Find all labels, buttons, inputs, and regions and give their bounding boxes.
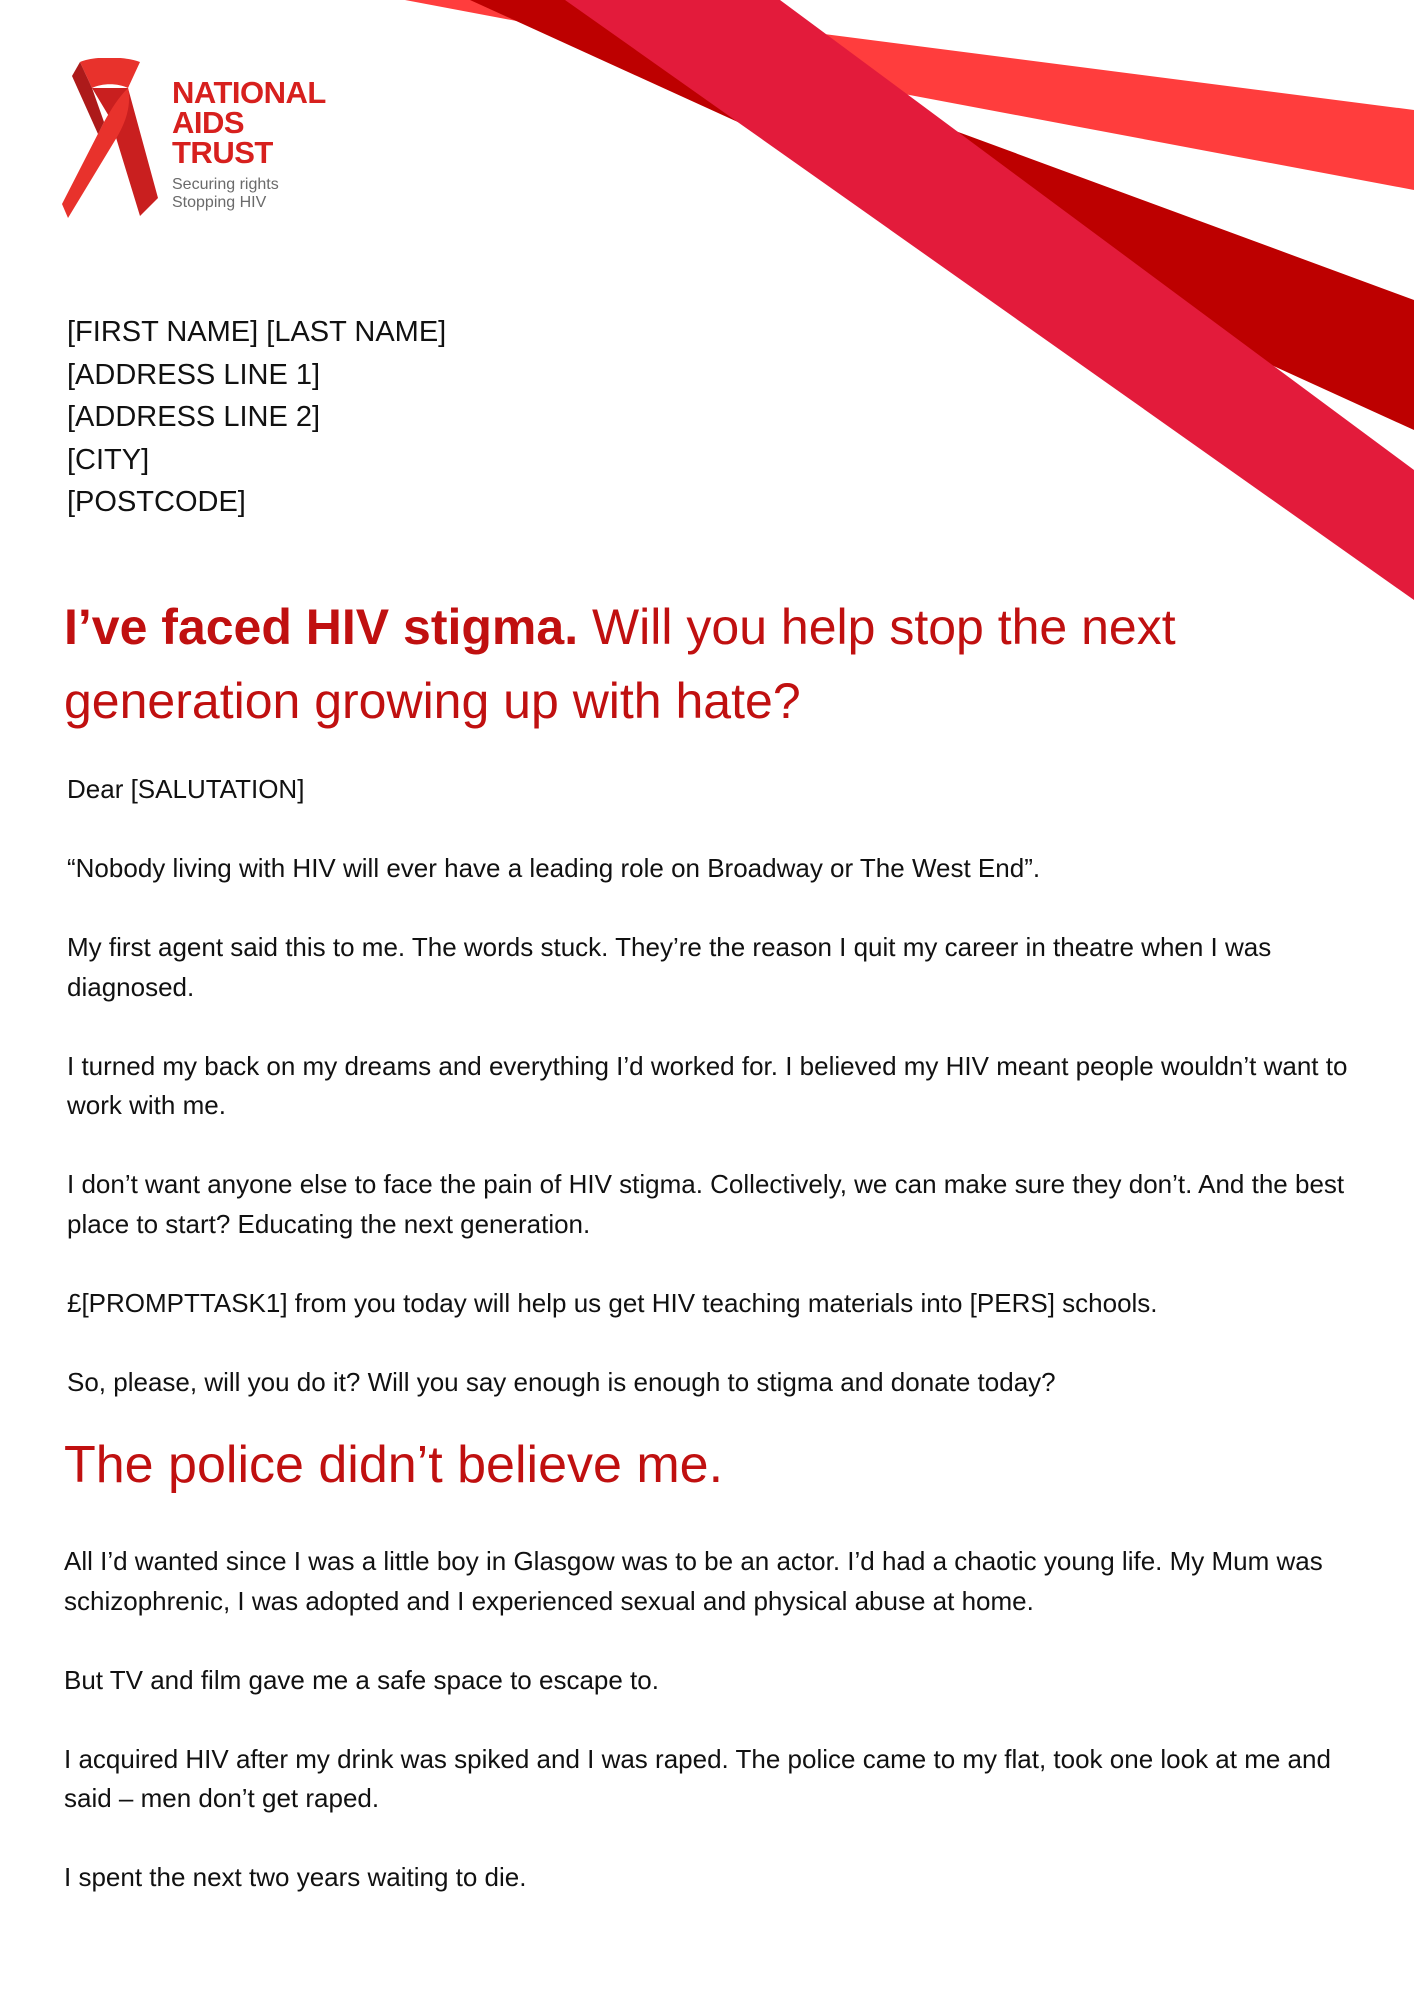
section-body	[64, 1542, 1374, 1937]
address-city: [CITY]	[67, 443, 150, 476]
address-name-line: [FIRST NAME] [LAST NAME]	[67, 316, 447, 348]
recipient-address	[67, 311, 446, 524]
headline-bold: I’ve faced HIV stigma.	[64, 599, 579, 655]
logo-name-line-1: NATIONAL	[172, 75, 326, 110]
letter-paragraph: My first agent said this to me. The words stuck. They’re the reason I quit my career in theatre when I was diagnosed.	[67, 932, 1272, 1002]
logo-tagline-line-1: Securing rights	[172, 176, 279, 193]
letter-paragraph: I don’t want anyone else to face the pain of HIV stigma. Collectively, we can make sure they don’t. And the best place to start? Educating the next generation.	[67, 1169, 1345, 1239]
address-line-1: [ADDRESS LINE 1]	[67, 358, 321, 391]
logo-name-line-3: TRUST	[172, 135, 273, 170]
letter-paragraph: “Nobody living with HIV will ever have a leading role on Broadway or The West End”.	[67, 853, 1041, 883]
logo-tagline-line-2: Stopping HIV	[172, 194, 267, 211]
address-postcode: [POSTCODE]	[67, 486, 246, 518]
letter-paragraph: £[PROMPTTASK1] from you today will help us get HIV teaching materials into [PERS] schools.	[67, 1287, 1158, 1318]
section-paragraph: All I’d wanted since I was a little boy in Glasgow was to be an actor. I’d had a chaotic young life. My Mum was schizophrenic, I was adopted and I experienced sexual and physical abuse at home.	[64, 1546, 1323, 1616]
address-line-2: [ADDRESS LINE 2]	[67, 401, 321, 433]
logo-name-line-2: AIDS	[172, 105, 245, 140]
letter-paragraph: I turned my back on my dreams and everything I’d worked for. I believed my HIV meant people wouldn’t want to work with me.	[67, 1050, 1348, 1120]
letter-salutation: Dear [SALUTATION]	[67, 774, 305, 804]
section-heading: The police didn’t believe me.	[64, 1436, 724, 1494]
letter-body	[67, 770, 1367, 1442]
section-paragraph: But TV and film gave me a safe space to escape to.	[64, 1664, 659, 1695]
headline-regular: Will you help stop the next generation growing up with hate?	[64, 599, 1176, 729]
page-headline	[64, 590, 1354, 738]
section-paragraph: I spent the next two years waiting to die.	[64, 1862, 527, 1892]
section-paragraph: I acquired HIV after my drink was spiked and I was raped. The police came to my flat, took one look at me and said – men don’t get raped.	[64, 1743, 1331, 1813]
letter-paragraph: So, please, will you do it? Will you say enough is enough to stigma and donate today?	[67, 1366, 1056, 1397]
national-aids-trust-logo	[62, 56, 362, 226]
red-ribbon-icon	[62, 58, 162, 218]
logo-tagline	[172, 176, 326, 212]
